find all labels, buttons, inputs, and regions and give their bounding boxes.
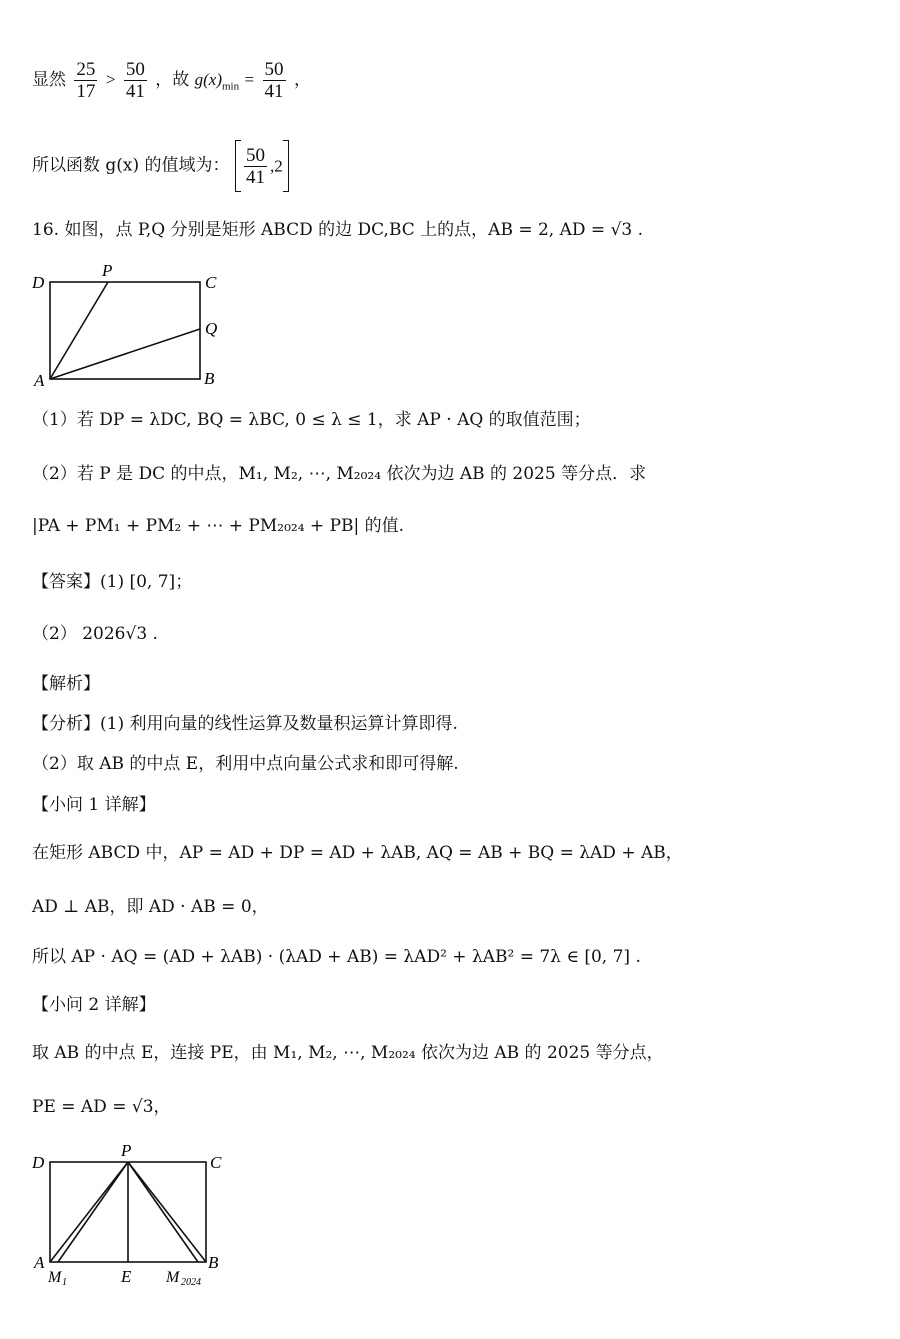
label-A: A: [34, 371, 45, 390]
range-line: [32, 140, 289, 192]
label-E: E: [121, 1267, 132, 1286]
fraction-50-41-b: $\frac{50}{41}$: [264, 59, 284, 102]
rectangle-figure-1: [28, 262, 228, 392]
solution-1-line-2: AD ⊥ AB，即 AD · AB = 0，: [32, 897, 269, 917]
label-M2024: M: [166, 1269, 180, 1286]
solution-1-line-3: 所以 AP · AQ = (AD + λAB) · (λAD + AB) = λAD² + λAB² = 7λ ∈ [0, 7] .: [32, 947, 641, 967]
analysis-2: （2）取 AB 的中点 E，利用中点向量公式求和即可得解.: [32, 754, 459, 774]
label-Q: Q: [205, 319, 218, 338]
comparison-line: [32, 60, 311, 101]
label-P: P: [102, 262, 113, 280]
label-C: C: [210, 1153, 222, 1172]
fraction-25-17: $\frac{25}{17}$: [76, 59, 96, 102]
gx-symbol: g(x): [194, 70, 222, 89]
fraction-50-41: $\frac{50}{41}$: [125, 59, 145, 102]
min-subscript: min: [222, 80, 240, 93]
fraction-range: $\frac{50}{41}$: [245, 144, 265, 188]
range-tail: ,2: [269, 156, 283, 176]
solution-2-line-1: 取 AB 的中点 E，连接 PE，由 M₁, M₂, ⋯, M₂₀₂₄ 依次为边 AB 的 2025 等分点，: [32, 1043, 664, 1063]
solution-2-line-2: PE = AD = √3，: [32, 1097, 171, 1117]
label-C: C: [205, 273, 217, 292]
label-D: D: [32, 273, 45, 292]
label-B: B: [204, 369, 215, 388]
question-2-part-b: |PA + PM₁ + PM₂ + ⋯ + PM₂₀₂₄ + PB| 的值.: [32, 516, 405, 536]
label-M1: M: [48, 1269, 62, 1286]
subquestion-2-heading: 【小问 2 详解】: [32, 995, 156, 1015]
solution-1-line-1: 在矩形 ABCD 中，AP = AD + DP = AD + λAB, AQ = AB + BQ = λAD + AB，: [32, 843, 683, 863]
problem-16-statement: 16. 如图，点 P,Q 分别是矩形 ABCD 的边 DC,BC 上的点，AB = 2, AD = √3 .: [32, 220, 644, 240]
answer-1: 【答案】(1) [0, 7]；: [32, 572, 193, 592]
eq-symbol: =: [244, 70, 255, 89]
rectangle-figure-2: [28, 1140, 238, 1290]
range-text: 所以函数 g(x) 的值域为：: [32, 155, 230, 176]
text-prefix: 显然: [32, 70, 66, 90]
jiexi-heading: 【解析】: [32, 674, 100, 694]
label-B: B: [208, 1253, 219, 1272]
comma: ，: [293, 70, 311, 90]
gt-symbol: >: [105, 70, 116, 89]
label-A: A: [34, 1253, 45, 1272]
label-D: D: [32, 1153, 45, 1172]
answer-2: （2） 2026√3 .: [32, 624, 158, 644]
subquestion-1-heading: 【小问 1 详解】: [32, 795, 156, 815]
label-P: P: [121, 1141, 132, 1160]
question-2-part-a: （2）若 P 是 DC 的中点，M₁, M₂, ⋯, M₂₀₂₄ 依次为边 AB 的 2025 等分点．求: [32, 464, 647, 484]
question-1: （1）若 DP = λDC, BQ = λBC, 0 ≤ λ ≤ 1，求 AP · AQ 的取值范围；: [32, 410, 591, 430]
label-M2024-subscript: 2024: [181, 1277, 201, 1288]
label-M1-subscript: 1: [62, 1277, 67, 1288]
analysis-1: 【分析】(1) 利用向量的线性运算及数量积运算计算即得.: [32, 714, 458, 734]
text-gu: ，故: [155, 70, 190, 90]
